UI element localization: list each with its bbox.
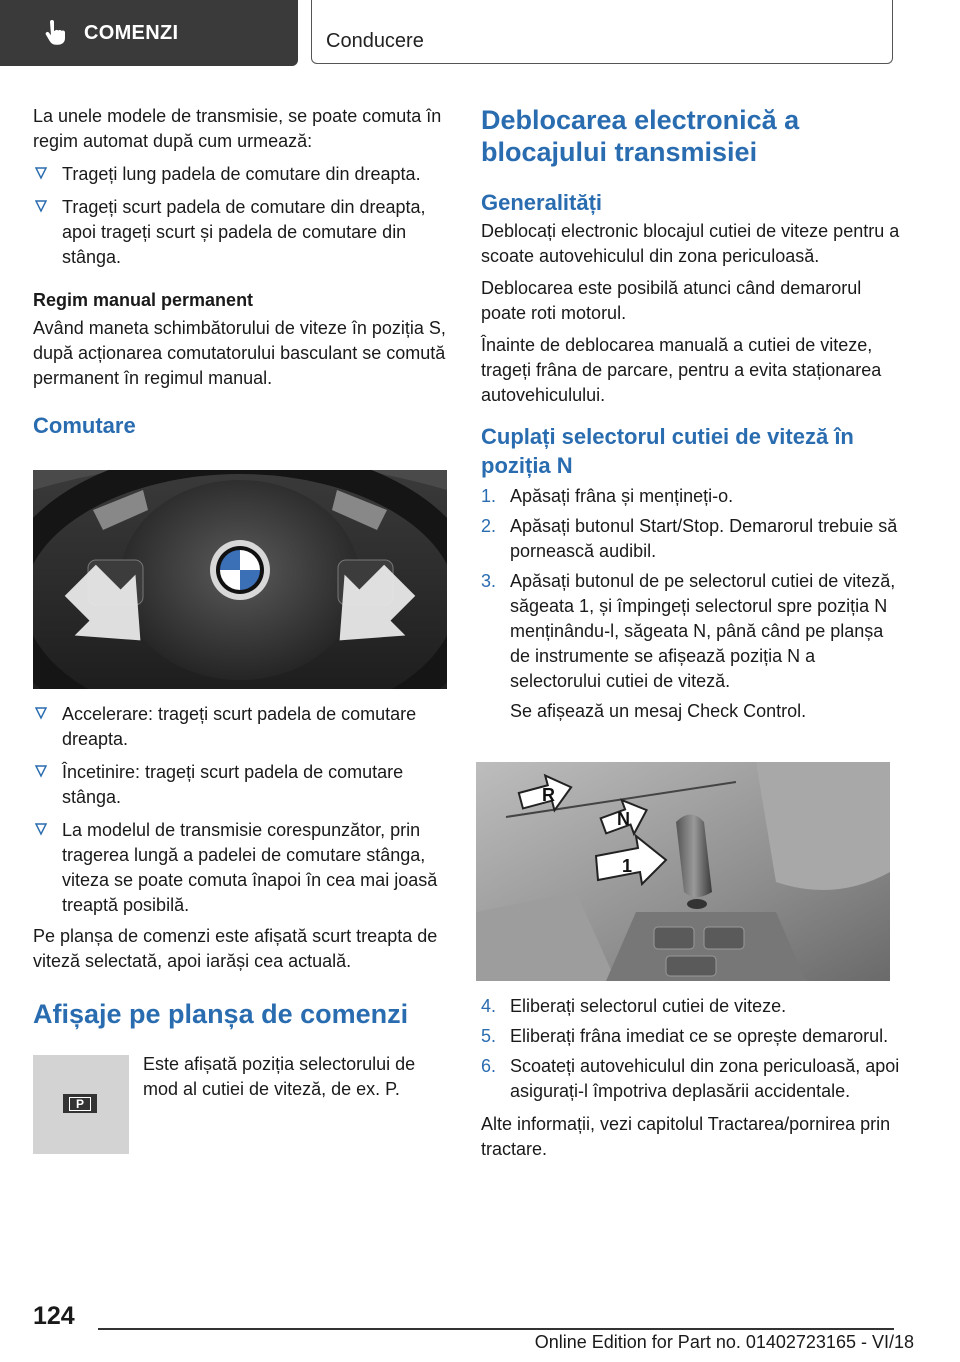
edition-label: Online Edition for Part no. 01402723165 - VI/18: [534, 1332, 914, 1352]
step-item: [481, 514, 901, 564]
steering-wheel-image: [33, 470, 447, 689]
hand-pointer-icon: [44, 20, 66, 46]
step-number: 2.: [481, 516, 497, 536]
triangle-bullet-icon: [35, 765, 47, 778]
right-column: [481, 104, 901, 724]
bullet-text: Trageți scurt padela de comutare din dreapta, apoi trageți scurt și padela de comutare din stânga.: [62, 197, 426, 267]
left-column: [33, 104, 451, 440]
step-text: Apăsați butonul Start/Stop. Demarorul trebuie să pornească audibil.: [510, 516, 898, 561]
bullet-item: [33, 195, 451, 270]
step-text: Apăsați frâna și mențineți-o.: [510, 486, 734, 506]
step-text: Scoateți autovehiculul din zona periculoasă, apoi asigurați-l împotriva deplasării accidentale.: [510, 1056, 900, 1101]
step-item: [481, 1054, 901, 1104]
bullet-item: [33, 702, 451, 752]
triangle-bullet-icon: [35, 200, 47, 213]
triangle-bullet-icon: [35, 167, 47, 180]
bullet-text: La modelul de transmisie corespunzător, prin tragerea lungă a padelei de comutare stânga, viteza se poate comuta înapoi în cea mai joasă treaptă posibilă.: [62, 820, 438, 915]
section-tab[interactable]: [0, 0, 298, 66]
arrow-label-r: R: [542, 785, 555, 805]
display-paragraph: Este afișată poziția selectorului de mod al cutiei de viteză, de ex. P.: [143, 1054, 416, 1099]
general-paragraph-1: Deblocați electronic blocajul cutiei de viteze pentru a scoate autovehiculul din zona periculoasă.: [481, 221, 900, 266]
arrow-label-n: N: [617, 809, 630, 829]
footer-divider: [98, 1328, 894, 1330]
gear-display-icon: [33, 1055, 129, 1154]
step-item: [481, 484, 901, 509]
display-text-block: [143, 1052, 443, 1102]
comutare-heading: Comutare: [33, 413, 136, 438]
step-number: 4.: [481, 996, 497, 1016]
comutare-list: [33, 702, 451, 1030]
closing-paragraph: Alte informații, vezi capitolul Tractarea/pornirea prin tractare.: [481, 1114, 891, 1159]
park-indicator: P: [63, 1094, 97, 1113]
manual-paragraph: Având maneta schimbătorului de viteze în poziția S, după acționarea comutatorului basculant se comută permanent în regimul manual.: [33, 318, 446, 388]
step-text: Eliberați selectorul cutiei de viteze.: [510, 996, 787, 1016]
general-paragraph-3: Înainte de deblocarea manuală a cutiei de viteze, trageți frâna de parcare, pentru a evita staționarea autovehiculului.: [481, 335, 882, 405]
after-bullets-paragraph: Pe planșa de comenzi este afișată scurt treapta de viteză selectată, apoi iarăși cea actuală.: [33, 926, 438, 971]
step-number: 3.: [481, 571, 497, 591]
bullet-text: Accelerare: trageți scurt padela de comutare dreapta.: [62, 704, 417, 749]
step-item: [481, 994, 901, 1019]
step-note: Se afișează un mesaj Check Control.: [510, 701, 807, 721]
bullet-text: Încetinire: trageți scurt padela de comutare stânga.: [62, 762, 404, 807]
display-heading: Afișaje pe planșa de comenzi: [33, 999, 409, 1029]
arrow-label-1: 1: [622, 856, 633, 876]
intro-paragraph: La unele modele de transmisie, se poate comuta în regim automat după cum urmează:: [33, 106, 442, 151]
step-item: [481, 1024, 901, 1049]
neutral-heading: Cuplați selectorul cutiei de viteză în poziția N: [481, 424, 854, 478]
general-paragraph-2: Deblocarea este posibilă atunci când demarorul poate roti motorul.: [481, 278, 862, 323]
step-text: Apăsați butonul de pe selectorul cutiei de viteză, săgeata 1, și împingeți selectorul spre poziția N menținându-l, săgeata N, până când pe planșa de instrumente se afișează poziția N a selectorului cutiei de viteză.: [510, 571, 896, 691]
step-number: 6.: [481, 1056, 497, 1076]
unlock-heading: Deblocarea electronică a blocajului transmisiei: [481, 105, 800, 167]
step-item: [481, 569, 901, 724]
step-text: Eliberați frâna imediat ce se oprește demarorul.: [510, 1026, 889, 1046]
step-number: 5.: [481, 1026, 497, 1046]
manual-heading: Regim manual permanent: [33, 290, 254, 310]
chapter-tab[interactable]: [311, 0, 893, 64]
steps-continued: [481, 994, 901, 1162]
step-number: 1.: [481, 486, 497, 506]
gear-selector-image: [476, 762, 890, 981]
page-number: 124: [33, 1302, 75, 1330]
page-header: [0, 0, 960, 66]
bullet-item: [33, 760, 451, 810]
bullet-item: [33, 162, 451, 187]
triangle-bullet-icon: [35, 823, 47, 836]
general-heading: Generalități: [481, 190, 603, 215]
bullet-item: [33, 818, 451, 918]
triangle-bullet-icon: [35, 707, 47, 720]
section-tab-label: COMENZI: [84, 21, 179, 44]
chapter-tab-label: Conducere: [326, 30, 424, 52]
bullet-text: Trageți lung padela de comutare din dreapta.: [62, 164, 421, 184]
